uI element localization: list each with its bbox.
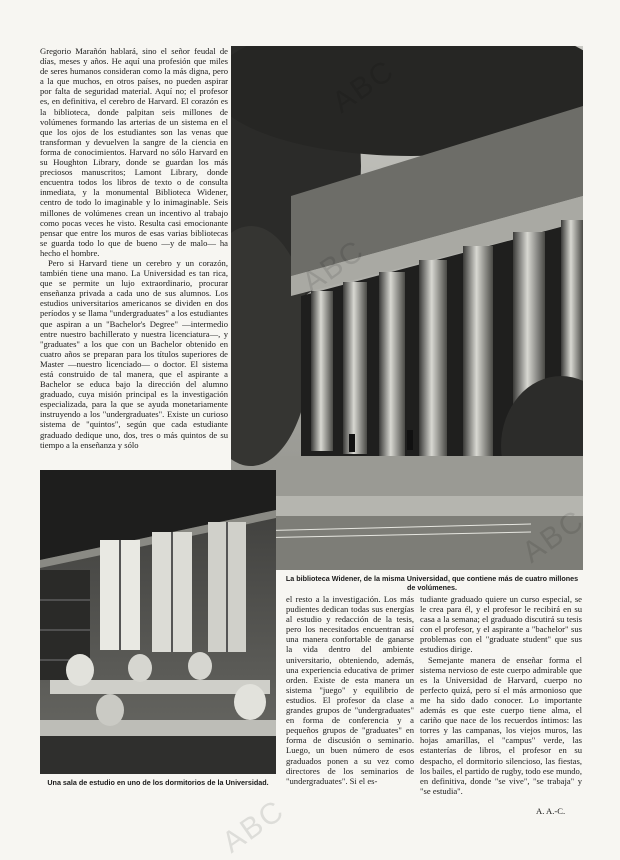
article-paragraph: tudiante graduado quiere un curso especial, se le crea para él, y el profesor le recibirá en su casa a la semana; el graduado discutirá su tesis con el profesor, y el aspirante a "bachelor" sus problemas con el "graduate student" que sus estudios dirige. bbox=[420, 594, 582, 655]
widener-photo-caption: La biblioteca Widener, de la misma Universidad, que contiene más de cuatro millones de volúmenes. bbox=[285, 574, 579, 592]
widener-library-illustration bbox=[231, 46, 583, 570]
abc-watermark: ABC bbox=[216, 793, 291, 860]
article-column-3 bbox=[420, 594, 582, 802]
dormitory-photo-caption: Una sala de estudio en uno de los dormitorios de la Universidad. bbox=[47, 778, 269, 787]
widener-library-photo bbox=[231, 46, 583, 570]
author-signature: A. A.-C. bbox=[536, 806, 566, 816]
article-paragraph: Pero si Harvard tiene un cerebro y un corazón, también tiene una mano. La Universidad es tan rica, que se permite un lujo extraordinario, procurar enseñanza privada a cada uno de sus alumnos. Los estudios universitarios americanos se dividen en dos períodos y se llama "undergraduates" a los estudiantes que aspiran a un "Bachelor's Degree" —intermedio entre nuestro bachillerato y nuestra licenciatura—, y "graduates" a los que con un Bachelor obtenido en cuatro años se preparan para los títulos superiores de Master —nuestro licenciado— o doctor. El sistema está construido de tal manera, que el aspirante a Bachelor se educa bajo la dirección del alumno graduado, cuya misión principal es la investigación especializada, para la que se ayuda monetariamente instruyendo a los "undergraduates". Existe un curioso sistema de "quintos", según que cada estudiante graduado dedique uno, dos, tres o más quintos de su tiempo a la enseñanza y sólo bbox=[40, 257, 228, 450]
dormitory-study-room-photo bbox=[40, 470, 276, 774]
article-column-2 bbox=[286, 594, 414, 802]
article-paragraph: Gregorio Marañón hablará, sino el señor feudal de días, meses y años. He aquí una profesión que miles de seres humanos consideran como la más digna, pero a la que muchos, en otros países, no pueden aspirar por falta de seguridad material. Aquí no; el profesor es, en definitiva, el cerebro de Harvard. El corazón es la biblioteca, donde palpitan seis millones de volúmenes formando las arterias de un sistema en el que los ojos de los estudiantes son las venas que transforman y devuelven la sangre de la ciencia en forma de conocimientos. Harvard no sólo Harvard en su Houghton Library, donde se guardan los más preciosos manuscritos; Lamont Library, donde encuentra todos los libros de texto o de consulta inmediata, y la monumental Biblioteca Widener, centro de todo lo imaginable y lo inimaginable. Seis millones de volúmenes crean un incentivo al trabajo como pocas veces he visto. Resulta casi emocionante pensar que entre los muros de esas varias bibliotecas se guarda todo lo que de bueno —y de malo— ha hecho el hombre. bbox=[40, 46, 228, 258]
article-column-1 bbox=[40, 46, 228, 466]
article-paragraph: Semejante manera de enseñar forma el sistema nervioso de este cuerpo admirable que es la Universidad de Harvard, cuerpo no perfecto quizá, pero sí el más armonioso que me ha sido dado conocer. Lo importante además es que este cuerpo tiene alma, el cariño que nace de los recuerdos íntimos: las torres y las campanas, los viejos muros, las hojas amarillas, el "campus" verde, las estanterías de libros, el profesor en su despacho, el dormitorio silencioso, las fiestas, los bailes, el partido de rugby, todo ese mundo, en definitiva, donde "se vive", "se trabaja" y "se estudia". bbox=[420, 654, 582, 796]
dormitory-study-room-illustration bbox=[40, 470, 276, 774]
article-paragraph: el resto a la investigación. Los más pudientes dedican todas sus energías al estudio y redacción de la tesis, pero los necesitados encuentran así una manera confortable de ganarse la vida dentro del ambiente universitario, obteniendo, además, una experiencia educativa de primer orden. Existe de esta manera un sistema "juego" y equilibrio de estudios. El profesor da clase a grandes grupos de "undergraduates" en forma de conferencia y a pequeños grupos de "graduates" en forma de discusión o seminario. Luego, un buen número de esos graduados ponen a su vez como directores de los seminarios de "undergraduates". Si el es- bbox=[286, 594, 414, 786]
